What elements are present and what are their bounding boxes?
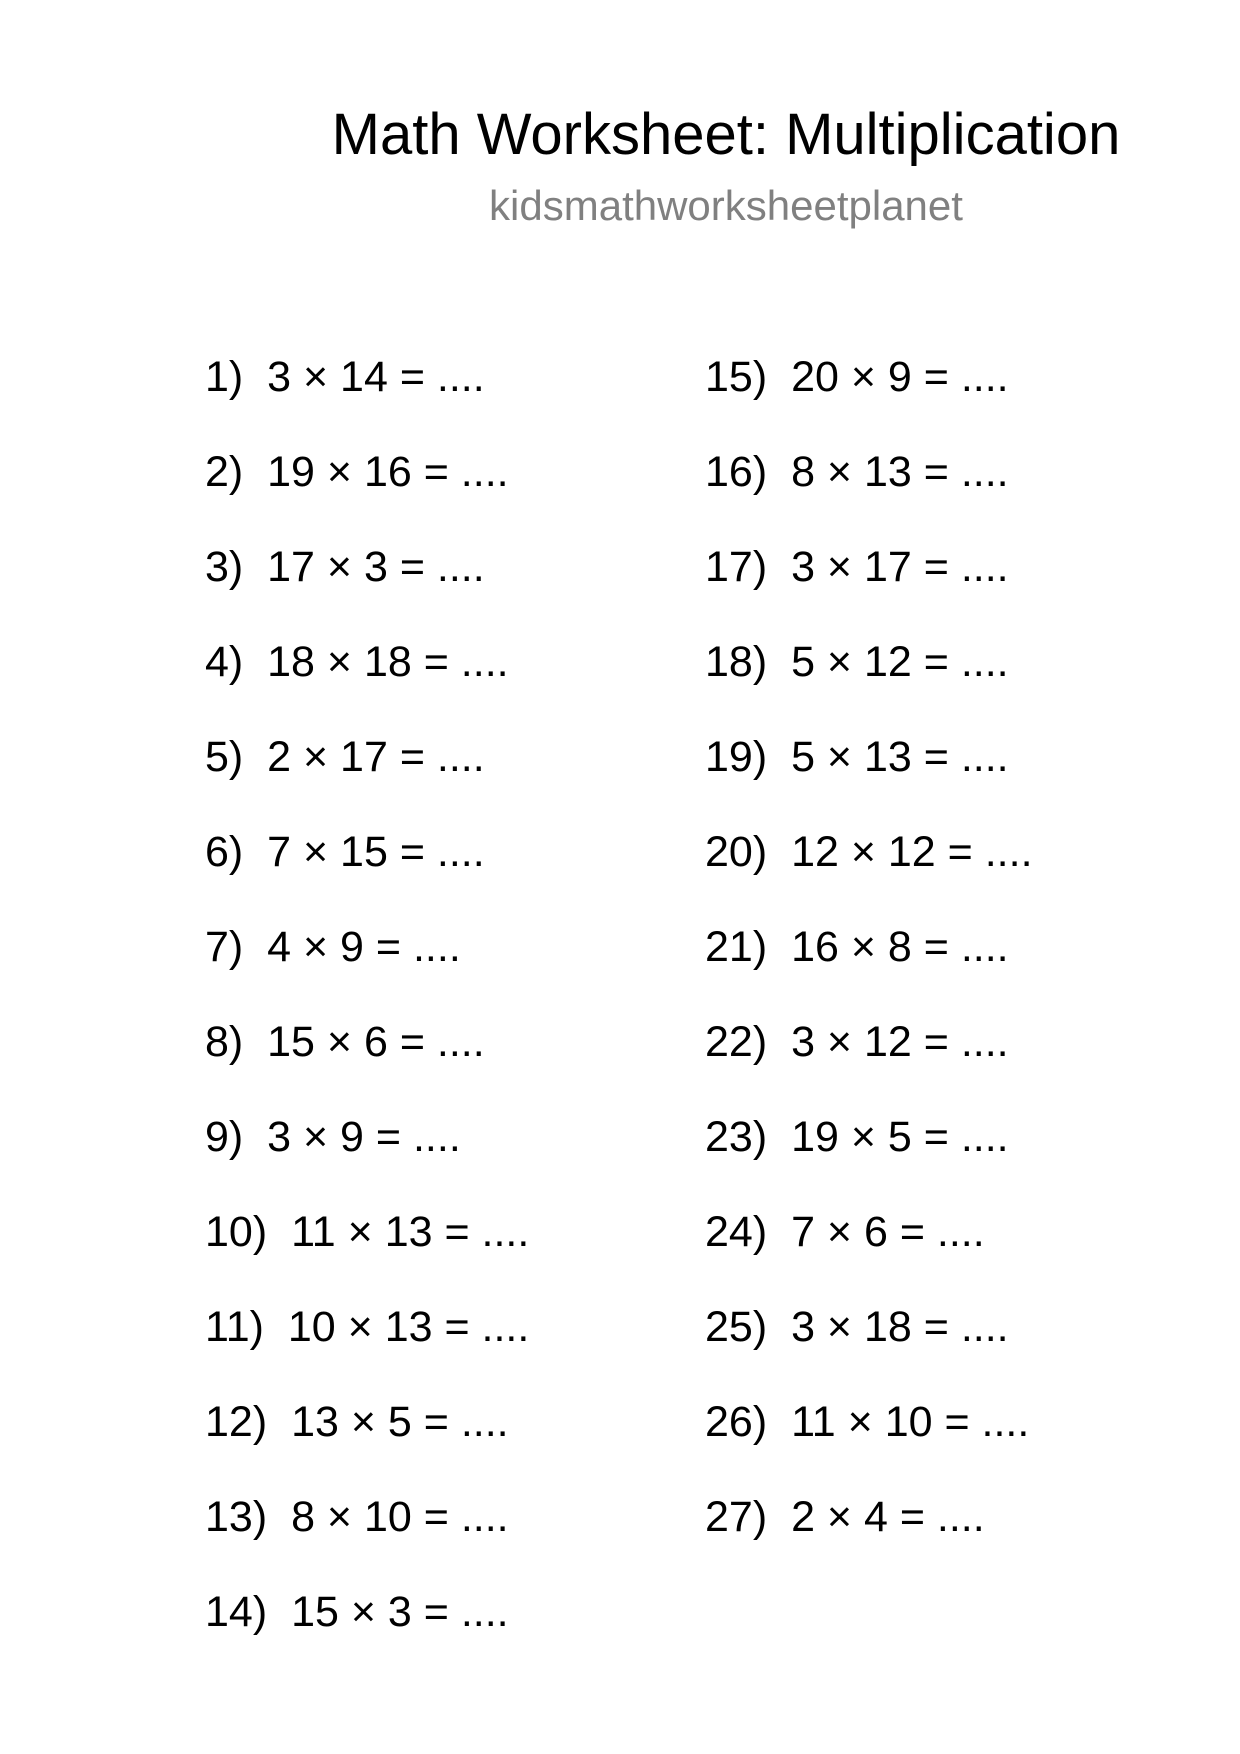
problem-number: 20) <box>705 828 768 876</box>
problem-item <box>705 1017 1033 1112</box>
worksheet-source: kidsmathworksheetplanet <box>489 182 963 229</box>
problem-item <box>205 1112 529 1207</box>
problem-item <box>705 447 1033 542</box>
problem-column-right <box>705 352 1033 1587</box>
problem-item <box>705 922 1033 1017</box>
problem-expression: 19 × 5 = .... <box>791 1113 1009 1161</box>
problem-number: 14) <box>205 1588 268 1636</box>
problem-number: 9) <box>205 1113 244 1161</box>
problem-number: 3) <box>205 543 244 591</box>
problem-item <box>705 1207 1033 1302</box>
problem-item <box>205 637 529 732</box>
problem-item <box>705 1302 1033 1397</box>
problem-expression: 7 × 6 = .... <box>791 1208 985 1256</box>
problem-expression: 19 × 16 = .... <box>267 448 509 496</box>
problem-number: 27) <box>705 1493 768 1541</box>
problem-number: 23) <box>705 1113 768 1161</box>
problem-column-left <box>205 352 529 1682</box>
problem-item <box>705 1492 1033 1587</box>
problem-item <box>205 1492 529 1587</box>
problem-item <box>705 1397 1033 1492</box>
problem-number: 16) <box>705 448 768 496</box>
problem-expression: 13 × 5 = .... <box>291 1398 509 1446</box>
problem-expression: 5 × 12 = .... <box>791 638 1009 686</box>
problem-item <box>205 732 529 827</box>
problem-expression: 11 × 13 = .... <box>291 1208 530 1256</box>
problem-item <box>205 447 529 542</box>
problem-expression: 4 × 9 = .... <box>267 923 461 971</box>
problem-item <box>705 542 1033 637</box>
problem-item <box>205 1302 529 1397</box>
problem-number: 12) <box>205 1398 268 1446</box>
problem-expression: 5 × 13 = .... <box>791 733 1009 781</box>
problem-expression: 18 × 18 = .... <box>267 638 509 686</box>
problem-item <box>705 637 1033 732</box>
problem-expression: 3 × 14 = .... <box>267 353 485 401</box>
problem-expression: 20 × 9 = .... <box>791 353 1009 401</box>
problem-number: 18) <box>705 638 768 686</box>
problem-item <box>705 352 1033 447</box>
problem-expression: 11 × 10 = .... <box>791 1398 1030 1446</box>
problem-item <box>205 827 529 922</box>
problem-expression: 17 × 3 = .... <box>267 543 485 591</box>
problem-item <box>205 352 529 447</box>
problem-expression: 12 × 12 = .... <box>791 828 1033 876</box>
problem-number: 22) <box>705 1018 768 1066</box>
problem-expression: 8 × 10 = .... <box>291 1493 509 1541</box>
problem-expression: 7 × 15 = .... <box>267 828 485 876</box>
problem-number: 13) <box>205 1493 268 1541</box>
worksheet-title: Math Worksheet: Multiplication <box>331 102 1121 167</box>
problem-expression: 8 × 13 = .... <box>791 448 1009 496</box>
problem-number: 10) <box>205 1208 268 1256</box>
problem-expression: 3 × 17 = .... <box>791 543 1009 591</box>
problem-number: 26) <box>705 1398 768 1446</box>
problem-expression: 3 × 18 = .... <box>791 1303 1009 1351</box>
problem-item <box>205 1207 529 1302</box>
problem-number: 25) <box>705 1303 768 1351</box>
problem-number: 24) <box>705 1208 768 1256</box>
problem-expression: 16 × 8 = .... <box>791 923 1009 971</box>
problem-number: 8) <box>205 1018 244 1066</box>
problem-number: 2) <box>205 448 244 496</box>
problem-item <box>205 1587 529 1682</box>
problem-expression: 2 × 4 = .... <box>791 1493 985 1541</box>
problem-expression: 15 × 6 = .... <box>267 1018 485 1066</box>
problem-number: 19) <box>705 733 768 781</box>
problem-expression: 3 × 9 = .... <box>267 1113 461 1161</box>
problem-number: 21) <box>705 923 768 971</box>
problem-number: 15) <box>705 353 768 401</box>
problem-item <box>705 827 1033 922</box>
problem-item <box>205 922 529 1017</box>
problem-expression: 2 × 17 = .... <box>267 733 485 781</box>
problem-item <box>205 1017 529 1112</box>
problem-number: 5) <box>205 733 244 781</box>
problem-item <box>205 542 529 637</box>
problem-item <box>705 1112 1033 1207</box>
problem-expression: 3 × 12 = .... <box>791 1018 1009 1066</box>
problem-number: 7) <box>205 923 244 971</box>
problem-item <box>705 732 1033 827</box>
problem-item <box>205 1397 529 1492</box>
problem-number: 1) <box>205 353 244 401</box>
problem-number: 4) <box>205 638 244 686</box>
problem-number: 11) <box>205 1303 264 1351</box>
problem-expression: 10 × 13 = .... <box>287 1303 530 1351</box>
problem-expression: 15 × 3 = .... <box>291 1588 509 1636</box>
problem-number: 17) <box>705 543 768 591</box>
problem-number: 6) <box>205 828 244 876</box>
